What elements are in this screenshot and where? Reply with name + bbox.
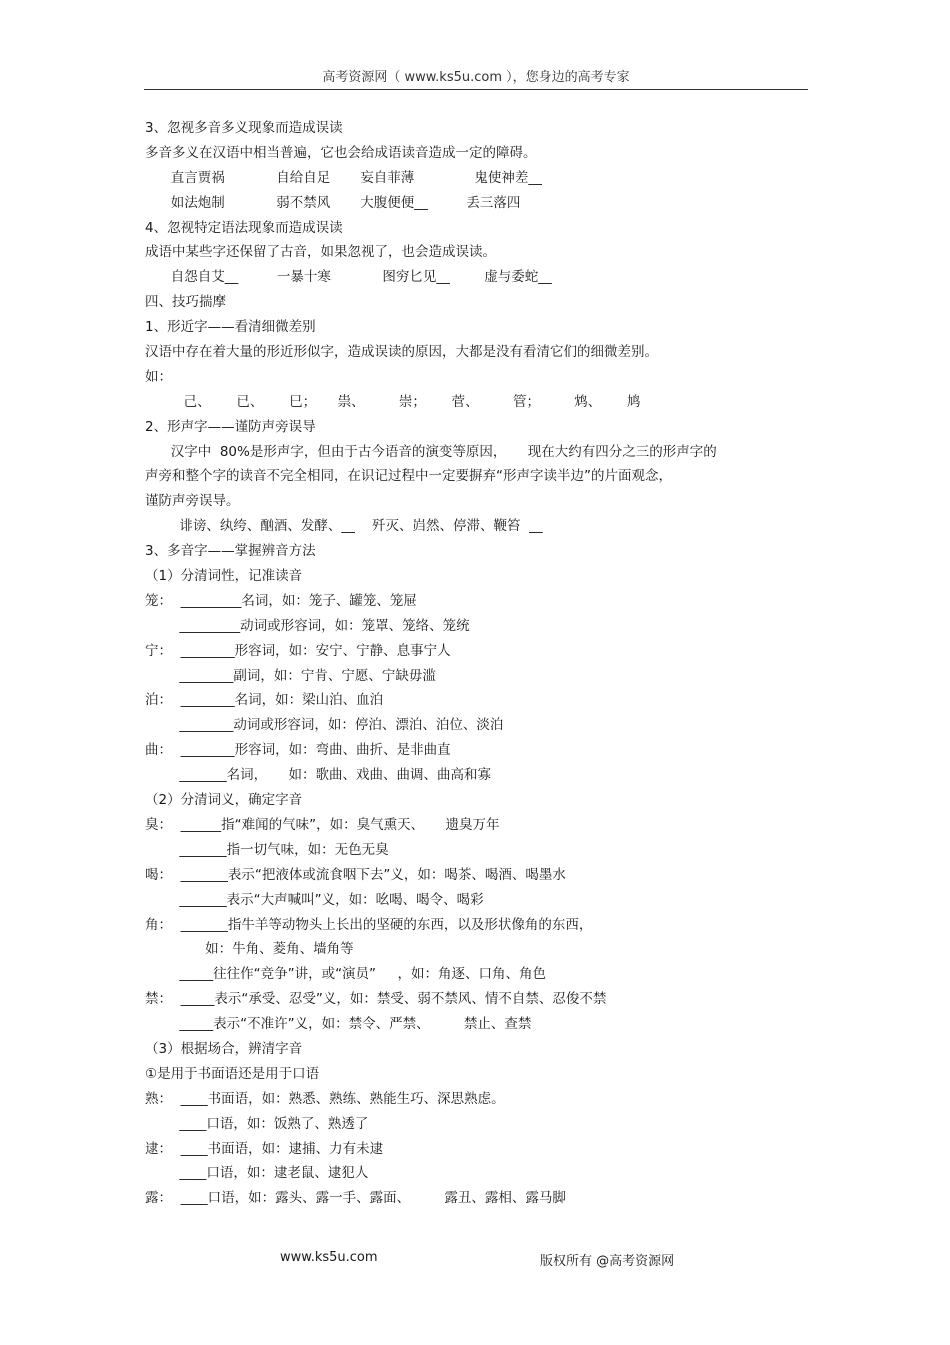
header-rule [144,89,808,90]
character-row: 己、 已、 巳； 祟、 崇； 菅、 管； 鸩、 鸠 [145,393,641,410]
document-body [145,116,805,1211]
entry-line: 禁： _____表示“承受、忍受”义，如：禁受、弱不禁风、情不自禁、忍俊不禁 [145,991,607,1008]
entry-line: 如：牛角、菱角、墙角等 [145,941,354,958]
word-row: 诽谤、纨绔、酗酒、发酵、__ 歼灭、岿然、停滞、鞭笞 __ [145,518,543,535]
entry-line: ____口语，如：饭熟了、熟透了 [145,1115,369,1132]
footer-copyright: 版权所有 @高考资源网 [540,1254,675,1269]
entry-line: _______名词， 如：歌曲、戏曲、曲调、曲高和寡 [145,767,492,784]
subsection-heading: （1）分清词性，记准读音 [145,568,303,585]
subsection-heading: （3）根据场合，辨清字音 [145,1040,303,1057]
entry-line: 曲： ________形容词，如：弯曲、曲折、是非曲直 [145,742,451,759]
paragraph: 成语中某些字还保留了古音，如果忽视了，也会造成误读。 [145,244,496,261]
entry-line: _______指一切气味，如：无色无臭 [145,841,389,858]
paragraph: 如： [145,368,172,385]
section-heading: 四、技巧揣摩 [145,294,226,311]
footer-website: www.ks5u.com [280,1250,378,1265]
section-heading: 1、形近字——看清细微差别 [145,319,316,336]
entry-line: _______表示“大声喊叫”义，如：吆喝、喝令、喝彩 [145,891,484,908]
section-heading: 4、忽视特定语法现象而造成误读 [145,219,343,236]
entry-line: ____口语，如：逮老鼠、逮犯人 [145,1165,369,1182]
entry-line: ________动词或形容词，如：停泊、漂泊、泊位、淡泊 [145,717,504,734]
entry-line: 宁： ________形容词，如：安宁、宁静、息事宁人 [145,642,451,659]
paragraph: 汉语中存在着大量的形近形似字，造成误读的原因，大都是没有看清它们的细微差别。 [145,344,658,361]
paragraph: 声旁和整个字的读音不完全相同，在识记过程中一定要摒弃“形声字读半边”的片面观念， [145,468,672,485]
paragraph: 谨防声旁误导。 [145,493,240,510]
idiom-row: 直言贾祸 自给自足 妄自菲薄 鬼使神差__ [145,169,542,186]
subsection-heading: （2）分清词义，确定字音 [145,792,303,809]
section-heading: 3、多音字——掌握辨音方法 [145,543,316,560]
entry-line: _____往往作“竞争”讲，或“演员” ，如：角逐、口角、角色 [145,966,547,983]
entry-line: _____表示“不准许”义，如：禁令、严禁、 禁止、查禁 [145,1016,532,1033]
section-heading: 2、形声字——谨防声旁误导 [145,418,316,435]
entry-line: 逮： ____书面语，如：逮捕、力有未逮 [145,1140,384,1157]
entry-line: _________动词或形容词，如：笼罩、笼络、笼统 [145,617,470,634]
paragraph: 多音多义在汉语中相当普遍，它也会给成语读音造成一定的障碍。 [145,144,537,161]
entry-line: 笼： _________名词，如：笼子、罐笼、笼屉 [145,592,417,609]
entry-line: ________副词，如：宁肯、宁愿、宁缺毋滥 [145,667,436,684]
section-heading: 3、忽视多音多义现象而造成误读 [145,120,343,136]
idiom-row: 自怨自艾__ 一暴十寒 图穷匕见__ 虚与委蛇__ [145,269,552,286]
paragraph: 汉字中 80%是形声字，但由于古今语音的演变等原因， 现在大约有四分之三的形声字的 [145,443,717,460]
entry-line: 熟： ____书面语，如：熟悉、熟练、熟能生巧、深思熟虑。 [145,1090,505,1107]
entry-line: 臭： ______指“难闻的气味”，如：臭气熏天、 遗臭万年 [145,816,500,833]
entry-line: 喝： _______表示“把液体或流食咽下去”义，如：喝茶、喝酒、喝墨水 [145,866,566,883]
page-header: 高考资源网（ www.ks5u.com ），您身边的高考专家 [322,70,630,85]
entry-line: 泊： ________名词，如：梁山泊、血泊 [145,692,384,709]
subsection-heading: ①是用于书面语还是用于口语 [145,1065,320,1082]
idiom-row: 如法炮制 弱不禁风 大腹便便__ 丢三落四 [145,194,521,211]
entry-line: 露： ____口语，如：露头、露一手、露面、 露丑、露相、露马脚 [145,1190,566,1207]
entry-line: 角： _______指牛羊等动物头上长出的坚硬的东西，以及形状像角的东西， [145,916,593,933]
